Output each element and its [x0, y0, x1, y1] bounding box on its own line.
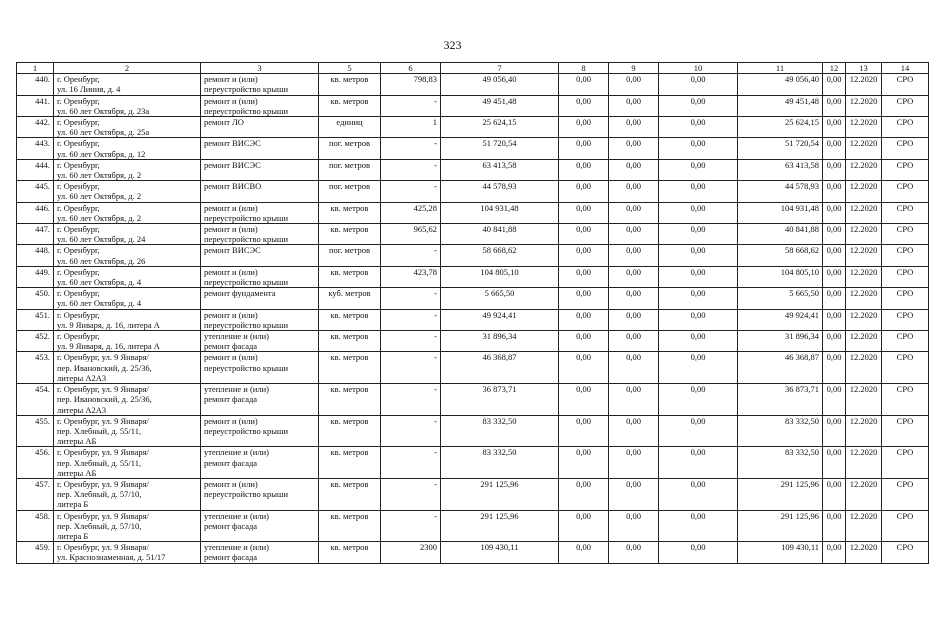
quantity-cell: 423,78 [381, 266, 441, 287]
cost-cell: 40 841,88 [441, 224, 559, 245]
deadline-cell: 12.2020 [846, 74, 882, 95]
fund-cell-8: 0,00 [559, 352, 609, 384]
fund-cell-8: 0,00 [559, 138, 609, 159]
executor-cell: СРО [882, 95, 929, 116]
cost-cell: 83 332,50 [441, 447, 559, 479]
executor-cell: СРО [882, 478, 929, 510]
executor-cell: СРО [882, 245, 929, 266]
deadline-cell: 12.2020 [846, 309, 882, 330]
total-cell: 291 125,96 [738, 478, 823, 510]
column-header-2: 2 [54, 63, 201, 74]
executor-cell: СРО [882, 542, 929, 563]
fund-cell-12: 0,00 [823, 331, 846, 352]
deadline-cell: 12.2020 [846, 95, 882, 116]
work-type-cell: ремонт и (или) переустройство крыши [201, 266, 319, 287]
fund-cell-9: 0,00 [609, 117, 659, 138]
table-row [17, 478, 929, 510]
cost-cell: 25 624,15 [441, 117, 559, 138]
table-row [17, 266, 929, 287]
address-cell: г. Оренбург, ул. 16 Линия, д. 4 [54, 74, 201, 95]
cost-cell: 44 578,93 [441, 181, 559, 202]
quantity-cell: 965,62 [381, 224, 441, 245]
deadline-cell: 12.2020 [846, 510, 882, 542]
address-cell: г. Оренбург, ул. 60 лет Октября, д. 4 [54, 266, 201, 287]
quantity-cell: 425,28 [381, 202, 441, 223]
work-type-cell: утепление и (или) ремонт фасада [201, 542, 319, 563]
column-header-10: 11 [738, 63, 823, 74]
executor-cell: СРО [882, 202, 929, 223]
fund-cell-8: 0,00 [559, 542, 609, 563]
address-cell: г. Оренбург, ул. 9 Января, д. 16, литера А [54, 331, 201, 352]
cost-cell: 46 368,87 [441, 352, 559, 384]
executor-cell: СРО [882, 415, 929, 447]
total-cell: 83 332,50 [738, 415, 823, 447]
executor-cell: СРО [882, 352, 929, 384]
fund-cell-12: 0,00 [823, 384, 846, 416]
fund-cell-12: 0,00 [823, 138, 846, 159]
unit-cell: пог. метров [319, 138, 381, 159]
table-body [17, 74, 929, 563]
quantity-cell: - [381, 95, 441, 116]
fund-cell-12: 0,00 [823, 245, 846, 266]
executor-cell: СРО [882, 309, 929, 330]
address-cell: г. Оренбург, ул. 9 Января/ пер. Хлебный, д. 57/10, литера Б [54, 510, 201, 542]
work-type-cell: ремонт и (или) переустройство крыши [201, 309, 319, 330]
total-cell: 40 841,88 [738, 224, 823, 245]
fund-cell-12: 0,00 [823, 447, 846, 479]
fund-cell-9: 0,00 [609, 331, 659, 352]
quantity-cell: - [381, 159, 441, 180]
address-cell: г. Оренбург, ул. 9 Января/ пер. Хлебный, д. 57/10, литера Б [54, 478, 201, 510]
quantity-cell: - [381, 245, 441, 266]
total-cell: 104 805,10 [738, 266, 823, 287]
fund-cell-10: 0,00 [659, 447, 738, 479]
row-number: 443. [17, 138, 54, 159]
table-row [17, 95, 929, 116]
unit-cell: кв. метров [319, 447, 381, 479]
fund-cell-9: 0,00 [609, 384, 659, 416]
fund-cell-12: 0,00 [823, 309, 846, 330]
work-type-cell: ремонт и (или) переустройство крыши [201, 202, 319, 223]
cost-cell: 31 896,34 [441, 331, 559, 352]
work-type-cell: утепление и (или) ремонт фасада [201, 510, 319, 542]
fund-cell-8: 0,00 [559, 331, 609, 352]
fund-cell-9: 0,00 [609, 159, 659, 180]
column-header-8: 9 [609, 63, 659, 74]
fund-cell-8: 0,00 [559, 288, 609, 309]
fund-cell-12: 0,00 [823, 478, 846, 510]
fund-cell-10: 0,00 [659, 138, 738, 159]
fund-cell-9: 0,00 [609, 224, 659, 245]
executor-cell: СРО [882, 510, 929, 542]
total-cell: 49 056,40 [738, 74, 823, 95]
fund-cell-8: 0,00 [559, 181, 609, 202]
fund-cell-9: 0,00 [609, 202, 659, 223]
cost-cell: 104 931,48 [441, 202, 559, 223]
header-row [17, 63, 929, 74]
cost-cell: 291 125,96 [441, 510, 559, 542]
row-number: 450. [17, 288, 54, 309]
work-type-cell: ремонт и (или) переустройство крыши [201, 415, 319, 447]
work-type-cell: утепление и (или) ремонт фасада [201, 384, 319, 416]
row-number: 449. [17, 266, 54, 287]
column-header-5: 6 [381, 63, 441, 74]
work-type-cell: ремонт ВИСЭС [201, 138, 319, 159]
work-type-cell: ремонт ВИСЭС [201, 159, 319, 180]
fund-cell-8: 0,00 [559, 74, 609, 95]
fund-cell-8: 0,00 [559, 224, 609, 245]
quantity-cell: - [381, 181, 441, 202]
executor-cell: СРО [882, 447, 929, 479]
row-number: 455. [17, 415, 54, 447]
fund-cell-12: 0,00 [823, 266, 846, 287]
row-number: 440. [17, 74, 54, 95]
column-header-6: 7 [441, 63, 559, 74]
quantity-cell: 2300 [381, 542, 441, 563]
fund-cell-12: 0,00 [823, 159, 846, 180]
total-cell: 5 665,50 [738, 288, 823, 309]
unit-cell: кв. метров [319, 384, 381, 416]
fund-cell-10: 0,00 [659, 266, 738, 287]
total-cell: 58 668,62 [738, 245, 823, 266]
cost-cell: 63 413,58 [441, 159, 559, 180]
fund-cell-12: 0,00 [823, 117, 846, 138]
row-number: 456. [17, 447, 54, 479]
table-row [17, 138, 929, 159]
deadline-cell: 12.2020 [846, 117, 882, 138]
address-cell: г. Оренбург, ул. 9 Января/ пер. Ивановский, д. 25/36, литеры А2А3 [54, 384, 201, 416]
row-number: 452. [17, 331, 54, 352]
address-cell: г. Оренбург, ул. 60 лет Октября, д. 2 [54, 159, 201, 180]
work-type-cell: ремонт и (или) переустройство крыши [201, 74, 319, 95]
address-cell: г. Оренбург, ул. 9 Января/ ул. Краснознаменная, д. 51/17 [54, 542, 201, 563]
column-header-9: 10 [659, 63, 738, 74]
works-table [16, 62, 929, 564]
total-cell: 25 624,15 [738, 117, 823, 138]
unit-cell: кв. метров [319, 542, 381, 563]
column-header-12: 13 [846, 63, 882, 74]
executor-cell: СРО [882, 159, 929, 180]
address-cell: г. Оренбург, ул. 60 лет Октября, д. 12 [54, 138, 201, 159]
work-type-cell: ремонт ВИСВО [201, 181, 319, 202]
fund-cell-9: 0,00 [609, 181, 659, 202]
fund-cell-10: 0,00 [659, 74, 738, 95]
total-cell: 63 413,58 [738, 159, 823, 180]
executor-cell: СРО [882, 117, 929, 138]
unit-cell: кв. метров [319, 224, 381, 245]
table-row [17, 447, 929, 479]
fund-cell-9: 0,00 [609, 510, 659, 542]
fund-cell-9: 0,00 [609, 74, 659, 95]
executor-cell: СРО [882, 331, 929, 352]
fund-cell-8: 0,00 [559, 245, 609, 266]
unit-cell: кв. метров [319, 478, 381, 510]
column-header-7: 8 [559, 63, 609, 74]
deadline-cell: 12.2020 [846, 181, 882, 202]
unit-cell: кв. метров [319, 202, 381, 223]
fund-cell-9: 0,00 [609, 138, 659, 159]
fund-cell-9: 0,00 [609, 447, 659, 479]
executor-cell: СРО [882, 224, 929, 245]
fund-cell-9: 0,00 [609, 478, 659, 510]
fund-cell-8: 0,00 [559, 415, 609, 447]
fund-cell-10: 0,00 [659, 478, 738, 510]
deadline-cell: 12.2020 [846, 159, 882, 180]
fund-cell-10: 0,00 [659, 384, 738, 416]
column-header-11: 12 [823, 63, 846, 74]
quantity-cell: - [381, 447, 441, 479]
fund-cell-9: 0,00 [609, 266, 659, 287]
fund-cell-10: 0,00 [659, 181, 738, 202]
fund-cell-12: 0,00 [823, 224, 846, 245]
table-header [17, 63, 929, 74]
work-type-cell: утепление и (или) ремонт фасада [201, 447, 319, 479]
table-row [17, 245, 929, 266]
unit-cell: кв. метров [319, 331, 381, 352]
fund-cell-8: 0,00 [559, 202, 609, 223]
deadline-cell: 12.2020 [846, 245, 882, 266]
row-number: 453. [17, 352, 54, 384]
quantity-cell: - [381, 288, 441, 309]
quantity-cell: 798,83 [381, 74, 441, 95]
total-cell: 109 430,11 [738, 542, 823, 563]
address-cell: г. Оренбург, ул. 60 лет Октября, д. 23а [54, 95, 201, 116]
quantity-cell: - [381, 415, 441, 447]
unit-cell: кв. метров [319, 95, 381, 116]
address-cell: г. Оренбург, ул. 9 Января/ пер. Хлебный, д. 55/11, литеры АБ [54, 447, 201, 479]
table-row [17, 224, 929, 245]
row-number: 451. [17, 309, 54, 330]
deadline-cell: 12.2020 [846, 542, 882, 563]
unit-cell: пог. метров [319, 245, 381, 266]
deadline-cell: 12.2020 [846, 352, 882, 384]
address-cell: г. Оренбург, ул. 60 лет Октября, д. 2 [54, 202, 201, 223]
fund-cell-10: 0,00 [659, 331, 738, 352]
fund-cell-9: 0,00 [609, 309, 659, 330]
quantity-cell: - [381, 138, 441, 159]
deadline-cell: 12.2020 [846, 202, 882, 223]
cost-cell: 49 924,41 [441, 309, 559, 330]
executor-cell: СРО [882, 74, 929, 95]
unit-cell: пог. метров [319, 159, 381, 180]
fund-cell-9: 0,00 [609, 288, 659, 309]
table-row [17, 510, 929, 542]
address-cell: г. Оренбург, ул. 60 лет Октября, д. 24 [54, 224, 201, 245]
fund-cell-9: 0,00 [609, 415, 659, 447]
work-type-cell: ремонт и (или) переустройство крыши [201, 352, 319, 384]
address-cell: г. Оренбург, ул. 60 лет Октября, д. 2 [54, 181, 201, 202]
row-number: 448. [17, 245, 54, 266]
fund-cell-9: 0,00 [609, 245, 659, 266]
address-cell: г. Оренбург, ул. 60 лет Октября, д. 25а [54, 117, 201, 138]
fund-cell-10: 0,00 [659, 95, 738, 116]
work-type-cell: ремонт фундамента [201, 288, 319, 309]
fund-cell-10: 0,00 [659, 224, 738, 245]
unit-cell: куб. метров [319, 288, 381, 309]
deadline-cell: 12.2020 [846, 224, 882, 245]
fund-cell-12: 0,00 [823, 181, 846, 202]
fund-cell-8: 0,00 [559, 159, 609, 180]
fund-cell-12: 0,00 [823, 202, 846, 223]
table-row [17, 352, 929, 384]
row-number: 446. [17, 202, 54, 223]
total-cell: 44 578,93 [738, 181, 823, 202]
deadline-cell: 12.2020 [846, 384, 882, 416]
address-cell: г. Оренбург, ул. 60 лет Октября, д. 26 [54, 245, 201, 266]
row-number: 441. [17, 95, 54, 116]
row-number: 458. [17, 510, 54, 542]
cost-cell: 49 056,40 [441, 74, 559, 95]
quantity-cell: - [381, 352, 441, 384]
deadline-cell: 12.2020 [846, 447, 882, 479]
fund-cell-8: 0,00 [559, 117, 609, 138]
unit-cell: кв. метров [319, 309, 381, 330]
fund-cell-8: 0,00 [559, 266, 609, 287]
fund-cell-12: 0,00 [823, 510, 846, 542]
unit-cell: единиц [319, 117, 381, 138]
total-cell: 83 332,50 [738, 447, 823, 479]
fund-cell-8: 0,00 [559, 309, 609, 330]
fund-cell-10: 0,00 [659, 159, 738, 180]
total-cell: 104 931,48 [738, 202, 823, 223]
cost-cell: 291 125,96 [441, 478, 559, 510]
table-row [17, 542, 929, 563]
total-cell: 51 720,54 [738, 138, 823, 159]
cost-cell: 51 720,54 [441, 138, 559, 159]
row-number: 459. [17, 542, 54, 563]
quantity-cell: - [381, 331, 441, 352]
address-cell: г. Оренбург, ул. 60 лет Октября, д. 4 [54, 288, 201, 309]
row-number: 454. [17, 384, 54, 416]
deadline-cell: 12.2020 [846, 266, 882, 287]
unit-cell: кв. метров [319, 74, 381, 95]
cost-cell: 104 805,10 [441, 266, 559, 287]
fund-cell-8: 0,00 [559, 478, 609, 510]
fund-cell-12: 0,00 [823, 542, 846, 563]
table-row [17, 159, 929, 180]
unit-cell: кв. метров [319, 352, 381, 384]
total-cell: 46 368,87 [738, 352, 823, 384]
fund-cell-9: 0,00 [609, 95, 659, 116]
fund-cell-8: 0,00 [559, 447, 609, 479]
row-number: 457. [17, 478, 54, 510]
fund-cell-10: 0,00 [659, 288, 738, 309]
table-row [17, 288, 929, 309]
fund-cell-10: 0,00 [659, 117, 738, 138]
unit-cell: кв. метров [319, 415, 381, 447]
fund-cell-9: 0,00 [609, 542, 659, 563]
work-type-cell: ремонт и (или) переустройство крыши [201, 95, 319, 116]
fund-cell-8: 0,00 [559, 384, 609, 416]
work-type-cell: ремонт и (или) переустройство крыши [201, 224, 319, 245]
table-row [17, 117, 929, 138]
deadline-cell: 12.2020 [846, 415, 882, 447]
cost-cell: 5 665,50 [441, 288, 559, 309]
column-header-4: 5 [319, 63, 381, 74]
work-type-cell: ремонт ЛО [201, 117, 319, 138]
fund-cell-8: 0,00 [559, 95, 609, 116]
total-cell: 291 125,96 [738, 510, 823, 542]
row-number: 442. [17, 117, 54, 138]
fund-cell-10: 0,00 [659, 542, 738, 563]
fund-cell-12: 0,00 [823, 288, 846, 309]
address-cell: г. Оренбург, ул. 9 Января/ пер. Ивановский, д. 25/36, литеры А2А3 [54, 352, 201, 384]
cost-cell: 58 668,62 [441, 245, 559, 266]
quantity-cell: 1 [381, 117, 441, 138]
page-number: 323 [443, 38, 462, 52]
total-cell: 31 896,34 [738, 331, 823, 352]
executor-cell: СРО [882, 138, 929, 159]
table-row [17, 415, 929, 447]
work-type-cell: ремонт и (или) переустройство крыши [201, 478, 319, 510]
deadline-cell: 12.2020 [846, 331, 882, 352]
column-header-3: 3 [201, 63, 319, 74]
row-number: 445. [17, 181, 54, 202]
unit-cell: пог. метров [319, 181, 381, 202]
fund-cell-10: 0,00 [659, 309, 738, 330]
deadline-cell: 12.2020 [846, 138, 882, 159]
cost-cell: 49 451,48 [441, 95, 559, 116]
table-row [17, 74, 929, 95]
unit-cell: кв. метров [319, 266, 381, 287]
table-row [17, 202, 929, 223]
cost-cell: 83 332,50 [441, 415, 559, 447]
unit-cell: кв. метров [319, 510, 381, 542]
table-row [17, 384, 929, 416]
executor-cell: СРО [882, 288, 929, 309]
total-cell: 36 873,71 [738, 384, 823, 416]
quantity-cell: - [381, 510, 441, 542]
quantity-cell: - [381, 478, 441, 510]
row-number: 447. [17, 224, 54, 245]
table-row [17, 309, 929, 330]
executor-cell: СРО [882, 384, 929, 416]
executor-cell: СРО [882, 266, 929, 287]
fund-cell-10: 0,00 [659, 510, 738, 542]
fund-cell-10: 0,00 [659, 415, 738, 447]
row-number: 444. [17, 159, 54, 180]
quantity-cell: - [381, 309, 441, 330]
fund-cell-9: 0,00 [609, 352, 659, 384]
total-cell: 49 451,48 [738, 95, 823, 116]
address-cell: г. Оренбург, ул. 9 Января, д. 16, литера А [54, 309, 201, 330]
cost-cell: 109 430,11 [441, 542, 559, 563]
fund-cell-10: 0,00 [659, 202, 738, 223]
fund-cell-12: 0,00 [823, 415, 846, 447]
fund-cell-12: 0,00 [823, 74, 846, 95]
table-row [17, 181, 929, 202]
cost-cell: 36 873,71 [441, 384, 559, 416]
work-type-cell: утепление и (или) ремонт фасада [201, 331, 319, 352]
quantity-cell: - [381, 384, 441, 416]
fund-cell-10: 0,00 [659, 245, 738, 266]
fund-cell-12: 0,00 [823, 95, 846, 116]
fund-cell-12: 0,00 [823, 352, 846, 384]
total-cell: 49 924,41 [738, 309, 823, 330]
column-header-1: 1 [17, 63, 54, 74]
executor-cell: СРО [882, 181, 929, 202]
fund-cell-10: 0,00 [659, 352, 738, 384]
address-cell: г. Оренбург, ул. 9 Января/ пер. Хлебный, д. 55/11, литеры АБ [54, 415, 201, 447]
column-header-13: 14 [882, 63, 929, 74]
table-row [17, 331, 929, 352]
fund-cell-8: 0,00 [559, 510, 609, 542]
deadline-cell: 12.2020 [846, 288, 882, 309]
deadline-cell: 12.2020 [846, 478, 882, 510]
work-type-cell: ремонт ВИСЭС [201, 245, 319, 266]
